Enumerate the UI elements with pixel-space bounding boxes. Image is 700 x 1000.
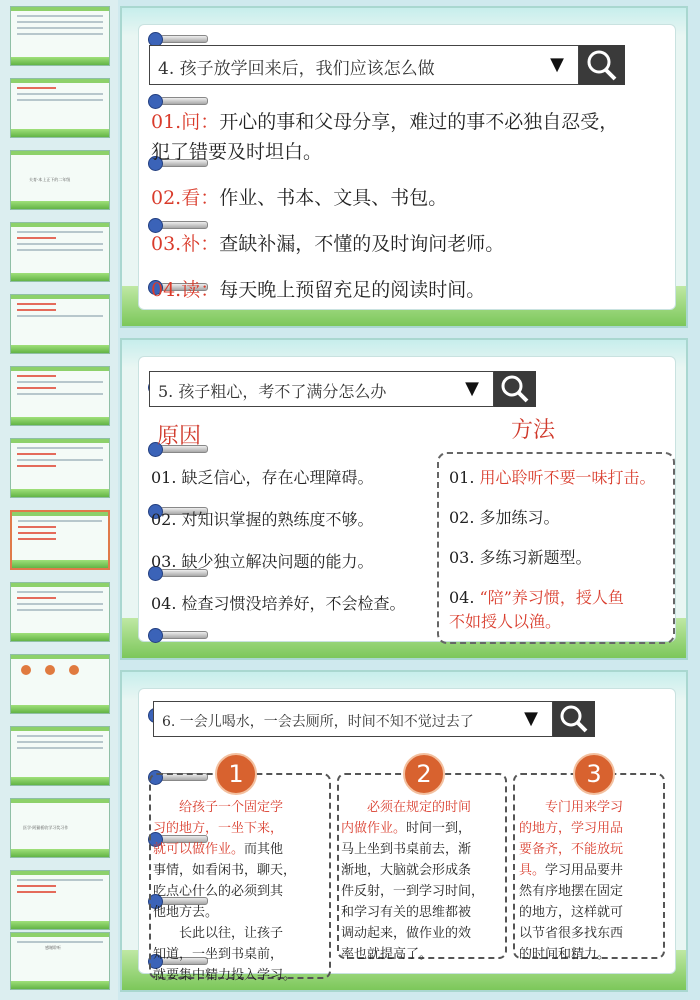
magnifier-icon [494, 371, 536, 407]
slide-thumbnail[interactable] [10, 6, 110, 66]
search-button[interactable] [553, 701, 595, 737]
card-text: 专门用来学习 的地方，学习用品 要备齐，不能放玩 具。学习用品要井 然有序地摆在固定 的地方，这样就可 以节省很多找东西 的时间和精力。 [519, 800, 624, 962]
binder-ring-icon [148, 631, 208, 639]
search-box[interactable] [153, 701, 553, 737]
search-box[interactable] [149, 371, 494, 407]
method-item: 03. 多练习新题型。 [449, 548, 592, 567]
cause-item: 03. 缺少独立解决问题的能力。 [151, 552, 374, 571]
slide-thumbnail-selected[interactable] [10, 510, 110, 570]
slide-thumbnail[interactable] [10, 582, 110, 642]
search-button[interactable] [579, 45, 625, 85]
search-query: 4. 孩子放学回来后，我们应该怎么做 [158, 59, 435, 79]
thumbnail-caption: 感谢聆听 [45, 945, 61, 950]
slide-thumbnail[interactable] [10, 798, 110, 858]
slide-thumbnail[interactable] [10, 366, 110, 426]
method-item: 04. “陪”养习惯，授人鱼 不如授人以渔。 [449, 588, 624, 631]
card-number-badge: 1 [215, 753, 257, 795]
item-text: 开心的事和父母分享，难过的事不必独自忍受， [219, 111, 619, 133]
tip-item-3: 03.补：查缺补漏，不懂的及时询问老师。 [151, 233, 505, 255]
slide-6 [120, 670, 688, 992]
card-text: 必须在规定的时间 内做作业。时间一到， 马上坐到书桌前去，渐 渐地，大脑就会形成条 件反射，一到学习时间， 和学习有关的思维都被 调动起来，做作业的效 率也就提高了。 [341, 800, 485, 962]
tip-item-2: 02.看：作业、书本、文具、书包。 [151, 187, 448, 209]
slide-thumbnail[interactable] [10, 932, 110, 990]
slide-paper [138, 356, 676, 642]
method-heading: 方法 [511, 418, 556, 443]
methods-box [437, 452, 675, 644]
card-number-badge: 3 [573, 753, 615, 795]
search-button[interactable] [494, 371, 536, 407]
dropdown-arrow-icon[interactable]: ▼ [524, 708, 538, 729]
slide-thumbnail[interactable] [10, 78, 110, 138]
magnifier-icon [553, 701, 595, 737]
slide-thumbnail[interactable] [10, 294, 110, 354]
slide-thumbnail[interactable] [10, 150, 110, 210]
dropdown-arrow-icon[interactable]: ▼ [465, 378, 479, 399]
thumbnail-caption: 医学·阿猫板收学习奖习作 [23, 825, 69, 830]
slide-paper [138, 688, 676, 983]
slide-thumbnail[interactable] [10, 654, 110, 714]
slide-thumbnail[interactable] [10, 870, 110, 930]
slide-thumbnail[interactable] [10, 726, 110, 786]
card-text: 给孩子一个固定学 习的地方，一坐下来， 就可以做作业。而其他 事情，如看闲书，聊天， 吃点心什么的必须到其 他地方去。 长此以往，让孩子 知道，一坐到书桌前， 就要集中精力投入学习。 [153, 800, 297, 983]
binder-ring-icon [148, 97, 208, 105]
slide-thumbnail-panel [0, 0, 118, 1000]
cause-item: 01. 缺乏信心，存在心理障碍。 [151, 468, 374, 487]
tip-item-1 [151, 107, 618, 167]
search-query: 5. 孩子粗心，考不了满分怎么办 [158, 382, 387, 401]
cause-item: 02. 对知识掌握的熟练度不够。 [151, 510, 374, 529]
item-keyword: 问： [181, 111, 220, 133]
card-number-badge: 2 [403, 753, 445, 795]
search-box[interactable] [149, 45, 579, 85]
binder-ring-icon [148, 221, 208, 229]
thumbnail-caption: 夫育·本上正下的二年级 [29, 177, 71, 182]
item-number: 01. [151, 111, 182, 133]
item-text: 犯了错要及时坦白。 [151, 141, 323, 163]
magnifier-icon [579, 45, 625, 85]
dropdown-arrow-icon[interactable]: ▼ [550, 54, 564, 75]
method-item: 01. 用心聆听不要一味打击。 [449, 468, 656, 487]
tip-item-4: 04.读：每天晚上预留充足的阅读时间。 [151, 279, 486, 301]
search-query: 6. 一会儿喝水，一会去厕所，时间不知不觉过去了 [162, 714, 474, 730]
binder-ring-icon [148, 35, 208, 43]
slide-5 [120, 338, 688, 660]
slide-thumbnail[interactable] [10, 438, 110, 498]
cause-item: 04. 检查习惯没培养好，不会检查。 [151, 594, 406, 613]
slide-paper [138, 24, 676, 310]
method-item: 02. 多加练习。 [449, 508, 560, 527]
slide-4 [120, 6, 688, 328]
slide-thumbnail[interactable] [10, 222, 110, 282]
cause-heading: 原因 [157, 424, 202, 449]
